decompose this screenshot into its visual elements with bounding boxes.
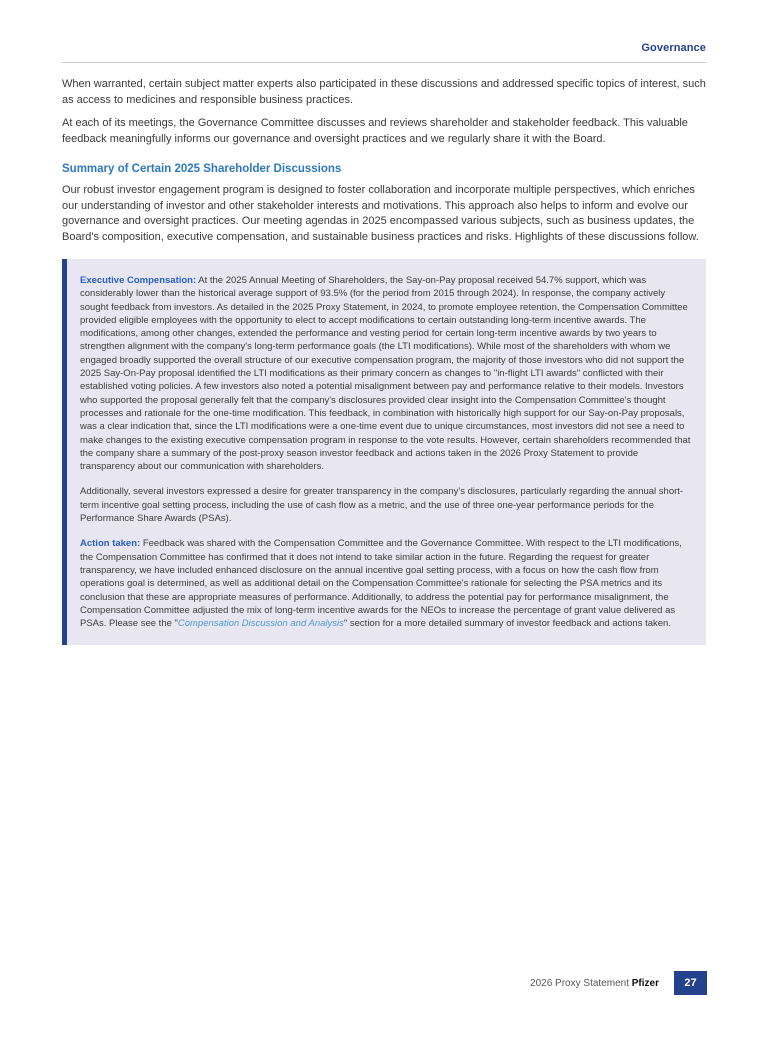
page-footer xyxy=(530,971,707,995)
action-taken-text-before-link: Feedback was shared with the Compensation Committee and the Governance Committee. With respect to the LTI modifications, the Compensation Committee has confirmed that it does not intend to take similar action in the future. Regarding the request for greater transparency, we have included enhanced disclosure on the annual incentive goal setting process, with a focus on how the cash flow from operations goal is determined, as well as additional detail on the Compensation Committee's rationale for selecting the PSA metrics and its conclusion that these are appropriate measures of performance. Additionally, to address the potential pay for performance misalignment, the Compensation Committee adjusted the mix of long-term incentive awards for the NEOs to increase the percentage of grant value delivered as PSAs. Please see the " xyxy=(80,538,682,630)
page xyxy=(0,38,768,989)
section-heading-shareholder-discussions: Summary of Certain 2025 Shareholder Discussions xyxy=(62,163,342,175)
header-rule xyxy=(62,62,706,63)
exec-comp-label: Executive Compensation: xyxy=(80,275,197,286)
paragraph-experts: When warranted, certain subject matter experts also participated in these discussions and addressed specific topics of interest, such as access to medicines and responsible business practices. xyxy=(62,78,706,106)
action-taken-text-after-link: " section for a more detailed summary of investor feedback and actions taken. xyxy=(343,618,671,630)
compensation-discussion-analysis-link[interactable]: Compensation Discussion and Analysis xyxy=(177,618,344,630)
shareholder-discussion-callout-box xyxy=(62,259,706,645)
footer-brand-name: Pfizer xyxy=(631,977,659,989)
paragraph-engagement-program: Our robust investor engagement program is designed to foster collaboration and incorporate multiple perspectives, which enriches our understanding of investor and other stakeholder interests and motivations. This approach also helps to inform and evolve our governance and oversight practices. Our meeting agendas in 2025 encompassed various subjects, such as business updates, the Board's composition, executive compensation, and sustainable business practices and risks. Highlights of these discussions follow. xyxy=(62,184,699,243)
footer-document-title xyxy=(530,978,659,989)
section-label: Governance xyxy=(641,42,706,54)
footer-statement-text: 2026 Proxy Statement xyxy=(530,977,629,989)
action-taken-paragraph xyxy=(80,537,692,630)
paragraph-meetings: At each of its meetings, the Governance Committee discusses and reviews shareholder and stakeholder feedback. This valuable feedback meaningfully informs our governance and oversight practices and we regularly share it with the Board. xyxy=(62,117,688,145)
action-taken-label: Action taken: xyxy=(80,538,141,550)
additional-transparency-paragraph: Additionally, several investors expressed a desire for greater transparency in the company's disclosures, particularly regarding the annual short-term incentive goal setting process, including the use of cash flow as a metric, and the use of three one-year performance periods for the Performance Share Awards (PSAs). xyxy=(80,486,684,525)
exec-comp-paragraph xyxy=(80,274,692,473)
page-header xyxy=(62,38,706,56)
exec-comp-text: At the 2025 Annual Meeting of Shareholders, the Say-on-Pay proposal received 54.7% support, which was considerably lower than the historical average support of 93.5% (for the period from 2015 through 2024). In response, the company actively sought feedback from investors. As detailed in the 2025 Proxy Statement, in 2024, to promote employee retention, the Compensation Committee provided eligible employees with the opportunity to elect to accept modifications to certain outstanding long-term incentive awards. The modifications, among other changes, extended the performance and vesting period for certain long-term incentive awards by two years to strengthen alignment with the company's long-term performance goals (the LTI modifications). While most of the shareholders with whom we engaged broadly supported the overall structure of our executive compensation program, the majority of those investors who did not support the 2025 Say-On-Pay proposal identified the LTI modifications as their primary concern as changes to "in-flight LTI awards" conflicted with their established voting policies. A few investors also noted a potential misalignment between pay and performance relative to their models. Investors who supported the proposal generally felt that the company's disclosures provided clear insight into the Compensation Committee's thought processes and rationale for the one-time modification. This feedback, in combination with historically high support for our Say-on-Pay proposals, was a clear indication that, since the LTI modifications were a one-time event due to unique circumstances, most investors did not see a need to make changes to the existing executive compensation program in response to the vote results. However, certain shareholders recommended that the company share a summary of the post-proxy season investor feedback and actions taken in the 2026 Proxy Statement to provide transparency about our communication with shareholders. xyxy=(80,275,691,473)
page-number-badge: 27 xyxy=(674,971,707,995)
